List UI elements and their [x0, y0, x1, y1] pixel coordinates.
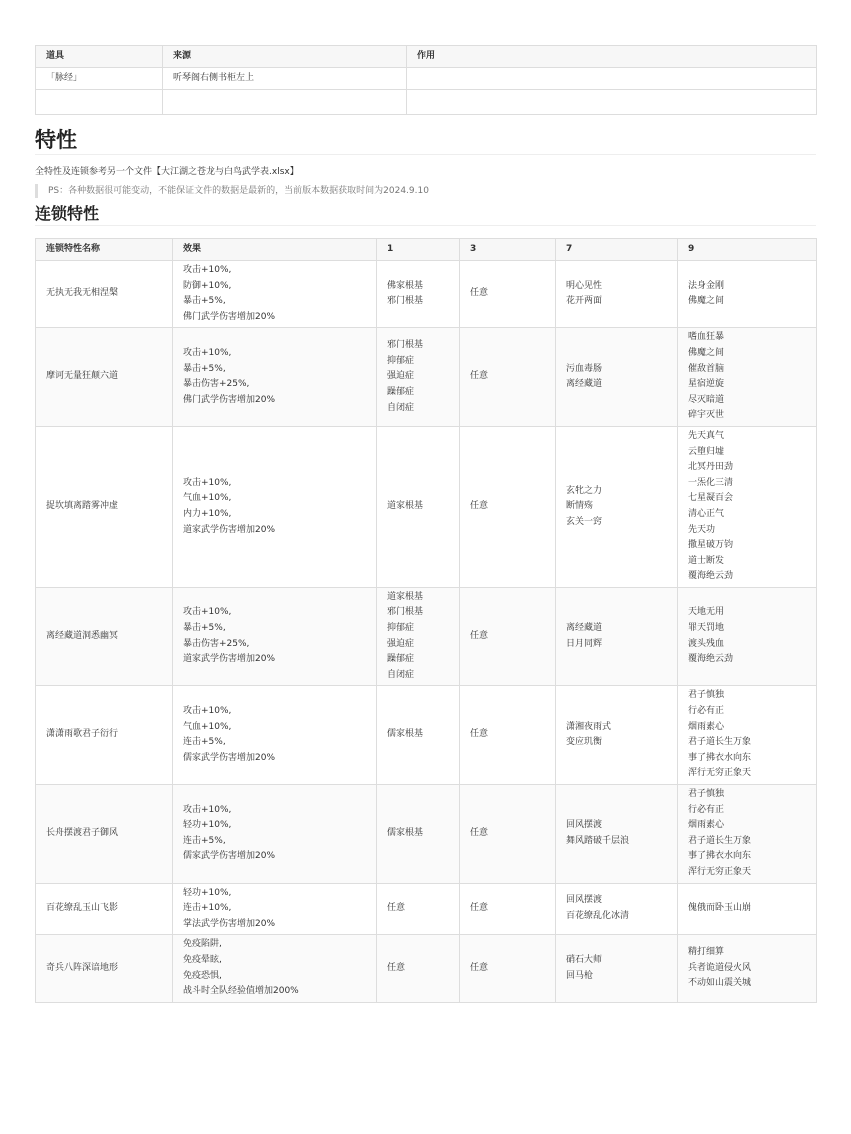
chain-cell-3 [460, 426, 556, 587]
cell-line: 攻击+10%, [183, 265, 232, 275]
cell-line: 北冥丹田劲 [688, 462, 734, 473]
cell-line: 舞风踏破千层浪 [566, 835, 630, 846]
cell-line: 星宿逆旋 [688, 379, 725, 390]
chain-cell-name: 离经藏道洞悉幽冥 [36, 587, 173, 686]
cell-line: 连击+5%, [183, 835, 226, 846]
cell-line: 回风摆渡 [566, 895, 603, 906]
cell-line: 任意 [470, 729, 489, 740]
cell-line: 攻击+10%, [183, 347, 232, 358]
items-header-item: 道具 [36, 46, 163, 68]
cell-line: 道家根基 [387, 501, 424, 512]
chain-cell-1 [377, 328, 460, 427]
cell-line: 百花缭乱化冰清 [566, 910, 630, 921]
chain-cell-effect [173, 785, 377, 884]
chain-cell-9 [678, 785, 817, 884]
cell-line: 任意 [470, 630, 489, 641]
cell-line: 七星凝百会 [688, 493, 734, 504]
chain-cell-3 [460, 883, 556, 935]
cell-line: 任意 [470, 501, 489, 512]
chain-cell-7 [556, 883, 678, 935]
cell-line: 连击+10%, [183, 903, 232, 914]
cell-line: 一炁化三清 [688, 477, 734, 488]
chain-cell-1 [377, 426, 460, 587]
items-cell-item [36, 90, 163, 115]
cell-line: 花开两面 [566, 296, 603, 307]
cell-line: 佛家根基 [387, 280, 424, 291]
cell-line: 免疫恐惧, [183, 970, 222, 981]
version-quote: PS：各种数据很可能变动，不能保证文件的数据是最新的，当前版本数据获取时间为2024.9.10 [35, 184, 816, 198]
chain-cell-7 [556, 426, 678, 587]
chain-header-name: 连锁特性名称 [36, 239, 173, 261]
cell-line: 潇湘夜雨式 [566, 721, 612, 732]
items-header-effect: 作用 [407, 46, 817, 68]
cell-line: 佛门武学伤害增加20% [183, 394, 276, 405]
cell-line: 佛门武学伤害增加20% [183, 311, 276, 322]
chain-cell-effect [173, 686, 377, 785]
cell-line: 任意 [470, 903, 489, 914]
cell-line: 抑郁症 [387, 355, 415, 366]
cell-line: 傀俄而卧玉山崩 [688, 903, 752, 914]
cell-line: 免疫晕眩, [183, 954, 222, 965]
cell-line: 躁郁症 [387, 386, 415, 397]
cell-line: 罪天罚地 [688, 623, 725, 634]
cell-line: 掌法武学伤害增加20% [183, 918, 276, 929]
cell-line: 君子慎独 [688, 690, 725, 701]
cell-line: 道家根基 [387, 591, 424, 602]
chain-cell-7 [556, 686, 678, 785]
chain-cell-name: 潇潇雨歌君子衍行 [36, 686, 173, 785]
items-table [35, 45, 817, 115]
table-row [36, 68, 817, 90]
cell-line: 覆海绝云劲 [688, 571, 734, 582]
chain-cell-effect [173, 328, 377, 427]
cell-line: 离经藏道 [566, 623, 603, 634]
chain-cell-name: 无执无我无相涅槃 [36, 261, 173, 328]
cell-line: 佛魔之间 [688, 347, 725, 358]
cell-line: 嗜血狂暴 [688, 332, 725, 343]
chain-cell-9 [678, 883, 817, 935]
cell-line: 渡头残血 [688, 638, 725, 649]
cell-line: 事了拂衣水向东 [688, 752, 752, 763]
items-cell-source [163, 90, 407, 115]
chain-cell-3 [460, 328, 556, 427]
cell-line: 佛魔之间 [688, 296, 725, 307]
cell-line: 连击+5%, [183, 737, 226, 748]
cell-line: 日月同辉 [566, 638, 603, 649]
cell-line: 不动如山震关城 [688, 978, 752, 989]
chain-cell-9 [678, 587, 817, 686]
chain-cell-3 [460, 686, 556, 785]
table-row [36, 328, 817, 427]
chain-cell-name: 奇兵八阵深谙地形 [36, 935, 173, 1002]
cell-line: 任意 [470, 288, 489, 299]
chain-title: 连锁特性 [35, 204, 816, 226]
chain-cell-1 [377, 935, 460, 1002]
chain-header-7: 7 [556, 239, 678, 261]
cell-line: 法身金刚 [688, 280, 725, 291]
cell-line: 浑行无穷正象天 [688, 768, 752, 779]
cell-line: 先天功 [688, 524, 716, 535]
chain-cell-7 [556, 328, 678, 427]
table-row [36, 90, 817, 115]
cell-line: 任意 [470, 827, 489, 838]
chain-cell-1 [377, 587, 460, 686]
table-row [36, 935, 817, 1002]
chain-header-3: 3 [460, 239, 556, 261]
cell-line: 变应玑衡 [566, 737, 603, 748]
cell-line: 玄牝之力 [566, 485, 603, 496]
cell-line: 任意 [470, 962, 489, 973]
chain-header-9: 9 [678, 239, 817, 261]
chain-cell-9 [678, 328, 817, 427]
cell-line: 回马枪 [566, 970, 594, 981]
cell-line: 云堕归墟 [688, 446, 725, 457]
cell-line: 暴击+5%, [183, 623, 226, 634]
chain-cell-7 [556, 935, 678, 1002]
chain-cell-effect [173, 587, 377, 686]
items-header-source: 来源 [163, 46, 407, 68]
cell-line: 任意 [387, 962, 406, 973]
chain-cell-3 [460, 785, 556, 884]
chain-cell-9 [678, 935, 817, 1002]
cell-line: 攻击+10%, [183, 804, 232, 815]
cell-line: 事了拂衣水向东 [688, 851, 752, 862]
table-row [36, 686, 817, 785]
table-row [36, 426, 817, 587]
chain-cell-effect [173, 935, 377, 1002]
cell-line: 兵者诡道侵火风 [688, 962, 752, 973]
cell-line: 暴击伤害+25%, [183, 638, 250, 649]
cell-line: 回风摆渡 [566, 820, 603, 831]
cell-line: 暴击伤害+25%, [183, 379, 250, 390]
cell-line: 攻击+10%, [183, 477, 232, 488]
cell-line: 道士断发 [688, 555, 725, 566]
chain-cell-effect [173, 261, 377, 328]
cell-line: 玄关一窍 [566, 516, 603, 527]
items-cell-item: 「脉经」 [36, 68, 163, 90]
cell-line: 攻击+10%, [183, 607, 232, 618]
cell-line: 任意 [470, 371, 489, 382]
cell-line: 行必有正 [688, 804, 725, 815]
cell-line: 邪门根基 [387, 340, 424, 351]
cell-line: 邪门根基 [387, 296, 424, 307]
reference-note: 全特性及连锁参考另一个文件【大江湖之苍龙与白鸟武学表.xlsx】 [35, 167, 299, 177]
cell-line: 儒家武学伤害增加20% [183, 851, 276, 862]
cell-line: 明心见性 [566, 280, 603, 291]
chain-table [35, 238, 817, 1003]
cell-line: 自闭症 [387, 669, 415, 680]
cell-line: 污血毒肠 [566, 363, 603, 374]
cell-line: 邪门根基 [387, 607, 424, 618]
cell-line: 先天真气 [688, 430, 725, 441]
cell-line: 精打细算 [688, 947, 725, 958]
table-row [36, 785, 817, 884]
cell-line: 烟雨素心 [688, 820, 725, 831]
items-cell-source: 听琴阁右侧书柜左上 [163, 68, 407, 90]
cell-line: 内力+10%, [183, 508, 232, 519]
chain-cell-1 [377, 785, 460, 884]
cell-line: 强迫症 [387, 371, 415, 382]
chain-cell-1 [377, 686, 460, 785]
cell-line: 撒星破万钧 [688, 540, 734, 551]
chain-cell-7 [556, 785, 678, 884]
chain-header-effect: 效果 [173, 239, 377, 261]
cell-line: 烟雨素心 [688, 721, 725, 732]
chain-cell-effect [173, 426, 377, 587]
cell-line: 儒家武学伤害增加20% [183, 752, 276, 763]
cell-line: 暴击+5%, [183, 296, 226, 307]
chain-table-header [36, 239, 817, 261]
cell-line: 道家武学伤害增加20% [183, 654, 276, 665]
cell-line: 碎宇灭世 [688, 410, 725, 421]
chain-cell-1 [377, 883, 460, 935]
cell-line: 轻功+10%, [183, 820, 232, 831]
chain-table-body [36, 261, 817, 1003]
cell-line: 儒家根基 [387, 729, 424, 740]
cell-line: 君子慎独 [688, 789, 725, 799]
cell-line: 强迫症 [387, 638, 415, 649]
cell-line: 清心正气 [688, 508, 725, 519]
cell-line: 儒家根基 [387, 827, 424, 838]
cell-line: 离经藏道 [566, 379, 603, 390]
items-cell-effect [407, 68, 817, 90]
cell-line: 断情殇 [566, 501, 594, 512]
chain-header-1: 1 [377, 239, 460, 261]
chain-cell-7 [556, 261, 678, 328]
chain-cell-9 [678, 261, 817, 328]
cell-line: 浑行无穷正象天 [688, 866, 752, 877]
chain-cell-9 [678, 686, 817, 785]
cell-line: 轻功+10%, [183, 887, 232, 898]
table-row [36, 587, 817, 686]
cell-line: 天地无用 [688, 607, 725, 618]
document-page [35, 45, 816, 1003]
cell-line: 硝石大师 [566, 954, 603, 965]
table-row [36, 261, 817, 328]
cell-line: 战斗时全队经验值增加200% [183, 986, 299, 997]
cell-line: 任意 [387, 903, 406, 914]
table-row [36, 883, 817, 935]
cell-line: 免疫陷阱, [183, 939, 222, 950]
items-table-header [36, 46, 817, 68]
chain-cell-7 [556, 587, 678, 686]
chain-cell-3 [460, 935, 556, 1002]
cell-line: 攻击+10%, [183, 706, 232, 717]
cell-line: 道家武学伤害增加20% [183, 524, 276, 535]
cell-line: 自闭症 [387, 402, 415, 413]
cell-line: 气血+10%, [183, 721, 232, 732]
chain-cell-effect [173, 883, 377, 935]
chain-cell-1 [377, 261, 460, 328]
cell-line: 暴击+5%, [183, 363, 226, 374]
items-cell-effect [407, 90, 817, 115]
cell-line: 尽灭暗道 [688, 394, 725, 405]
chain-cell-name: 百花缭乱玉山飞影 [36, 883, 173, 935]
cell-line: 催敌首脑 [688, 363, 725, 374]
cell-line: 行必有正 [688, 706, 725, 717]
chain-cell-name: 摩诃无量狂颠六道 [36, 328, 173, 427]
cell-line: 抑郁症 [387, 623, 415, 634]
chain-cell-9 [678, 426, 817, 587]
section-title: 特性 [35, 127, 816, 155]
cell-line: 防御+10%, [183, 280, 232, 291]
cell-line: 气血+10%, [183, 493, 232, 504]
chain-cell-3 [460, 587, 556, 686]
chain-cell-3 [460, 261, 556, 328]
chain-cell-name: 长舟摆渡君子御风 [36, 785, 173, 884]
chain-cell-name: 捉坎填离踏雾冲虚 [36, 426, 173, 587]
cell-line: 君子道长生万象 [688, 835, 752, 846]
cell-line: 躁郁症 [387, 654, 415, 665]
cell-line: 君子道长生万象 [688, 737, 752, 748]
cell-line: 覆海绝云劲 [688, 654, 734, 665]
